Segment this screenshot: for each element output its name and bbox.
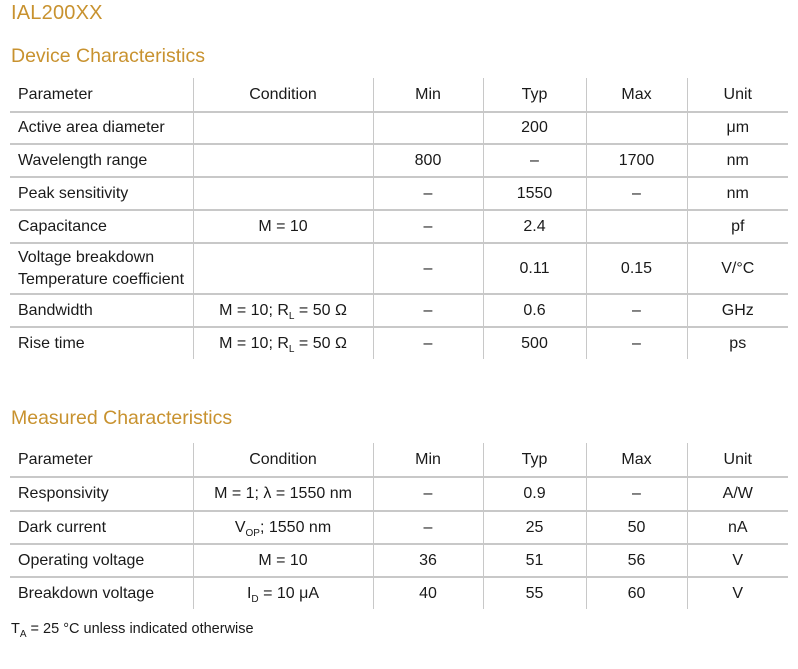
cell-parameter: Peak sensitivity xyxy=(18,184,129,202)
condition-text: V xyxy=(234,518,246,536)
table-row xyxy=(10,544,788,577)
cell-min xyxy=(373,112,483,144)
condition-subscript: OP xyxy=(245,527,260,539)
cell-parameter: Wavelength range xyxy=(18,151,148,169)
cell-unit: V/°C xyxy=(687,243,788,294)
cell-max: 0.15 xyxy=(586,243,687,294)
device-section-title: Device Characteristics xyxy=(11,45,205,67)
cell-min: – xyxy=(373,243,483,294)
header-unit: Unit xyxy=(687,443,788,477)
cell-typ: 25 xyxy=(483,511,586,544)
table-row xyxy=(10,294,788,327)
cell-max: 50 xyxy=(586,511,687,544)
cell-condition xyxy=(193,577,373,609)
cell-typ: 0.11 xyxy=(483,243,586,294)
cell-min: 40 xyxy=(373,577,483,609)
device-characteristics-table xyxy=(10,78,788,359)
cell-condition xyxy=(193,294,373,327)
table-row xyxy=(10,477,788,511)
cell-parameter xyxy=(10,243,193,294)
condition-text: M = 10; R xyxy=(219,334,289,352)
table-row xyxy=(10,243,788,294)
cell-max: – xyxy=(586,327,687,359)
cell-max xyxy=(586,112,687,144)
cell-condition xyxy=(193,243,373,294)
footnote xyxy=(11,621,254,640)
cell-condition: M = 10 xyxy=(193,210,373,243)
cell-min: – xyxy=(373,511,483,544)
cell-condition xyxy=(193,327,373,359)
cell-typ: 51 xyxy=(483,544,586,577)
cell-min: – xyxy=(373,294,483,327)
cell-parameter: Bandwidth xyxy=(18,301,93,319)
condition-text: ; 1550 nm xyxy=(259,518,332,536)
cell-typ: 200 xyxy=(483,112,586,144)
cell-condition xyxy=(193,177,373,210)
table-row xyxy=(10,112,788,144)
cell-parameter: Capacitance xyxy=(18,217,107,235)
parameter-line: Voltage breakdown xyxy=(18,248,155,266)
cell-min: 800 xyxy=(373,144,483,177)
parameter-line: Temperature coefficient xyxy=(18,270,185,288)
header-typ: Typ xyxy=(483,443,586,477)
header-min: Min xyxy=(373,443,483,477)
cell-typ: 2.4 xyxy=(483,210,586,243)
cell-min: 36 xyxy=(373,544,483,577)
header-max: Max xyxy=(586,443,687,477)
header-typ: Typ xyxy=(483,78,586,112)
table-header-row xyxy=(10,443,788,477)
cell-max: – xyxy=(586,477,687,511)
cell-unit: pf xyxy=(687,210,788,243)
cell-typ: 0.9 xyxy=(483,477,586,511)
table-row xyxy=(10,327,788,359)
table-row xyxy=(10,144,788,177)
cell-unit: nm xyxy=(687,177,788,210)
cell-min: – xyxy=(373,177,483,210)
cell-max xyxy=(586,210,687,243)
table-row xyxy=(10,577,788,609)
cell-condition xyxy=(193,144,373,177)
cell-condition xyxy=(193,511,373,544)
table-row xyxy=(10,177,788,210)
cell-unit: μm xyxy=(687,112,788,144)
measured-characteristics-table xyxy=(10,443,788,609)
cell-max: 60 xyxy=(586,577,687,609)
cell-min: – xyxy=(373,210,483,243)
cell-unit: ps xyxy=(687,327,788,359)
cell-unit: nA xyxy=(687,511,788,544)
cell-typ: 55 xyxy=(483,577,586,609)
table-row xyxy=(10,210,788,243)
document-title: IAL200XX xyxy=(11,2,103,24)
cell-min: – xyxy=(373,327,483,359)
cell-parameter: Active area diameter xyxy=(18,119,165,136)
table-row xyxy=(10,511,788,544)
cell-unit: V xyxy=(687,544,788,577)
condition-text: = 10 μA xyxy=(258,584,320,602)
cell-condition xyxy=(193,112,373,144)
cell-typ: – xyxy=(483,144,586,177)
cell-condition: M = 1; λ = 1550 nm xyxy=(193,477,373,511)
cell-parameter: Responsivity xyxy=(18,485,109,502)
header-parameter: Parameter xyxy=(18,450,93,468)
cell-typ: 1550 xyxy=(483,177,586,210)
footnote-variable: T xyxy=(11,621,20,637)
cell-max: – xyxy=(586,177,687,210)
condition-text: I xyxy=(246,584,252,602)
condition-text: = 50 Ω xyxy=(294,334,347,352)
condition-subscript: L xyxy=(288,343,295,355)
cell-typ: 500 xyxy=(483,327,586,359)
footnote-subscript: A xyxy=(19,629,27,640)
cell-max: 56 xyxy=(586,544,687,577)
condition-subscript: D xyxy=(251,593,259,605)
header-condition: Condition xyxy=(193,443,373,477)
header-min: Min xyxy=(373,78,483,112)
cell-parameter: Operating voltage xyxy=(18,551,145,569)
condition-text: M = 10; R xyxy=(219,301,289,319)
cell-parameter: Breakdown voltage xyxy=(18,584,155,602)
header-unit: Unit xyxy=(687,78,788,112)
cell-max: – xyxy=(586,294,687,327)
cell-parameter: Dark current xyxy=(18,518,107,536)
cell-unit: V xyxy=(687,577,788,609)
header-condition: Condition xyxy=(193,78,373,112)
condition-text: = 50 Ω xyxy=(294,301,347,319)
cell-unit: A/W xyxy=(687,477,788,511)
cell-unit: GHz xyxy=(687,294,788,327)
cell-unit: nm xyxy=(687,144,788,177)
cell-min: – xyxy=(373,477,483,511)
header-max: Max xyxy=(586,78,687,112)
cell-max: 1700 xyxy=(586,144,687,177)
cell-parameter: Rise time xyxy=(18,334,85,352)
cell-typ: 0.6 xyxy=(483,294,586,327)
table-header-row xyxy=(10,78,788,112)
footnote-text: = 25 °C unless indicated otherwise xyxy=(26,621,254,637)
condition-subscript: L xyxy=(288,310,295,322)
header-parameter: Parameter xyxy=(18,85,93,103)
measured-section-title: Measured Characteristics xyxy=(11,407,233,429)
cell-condition: M = 10 xyxy=(193,544,373,577)
